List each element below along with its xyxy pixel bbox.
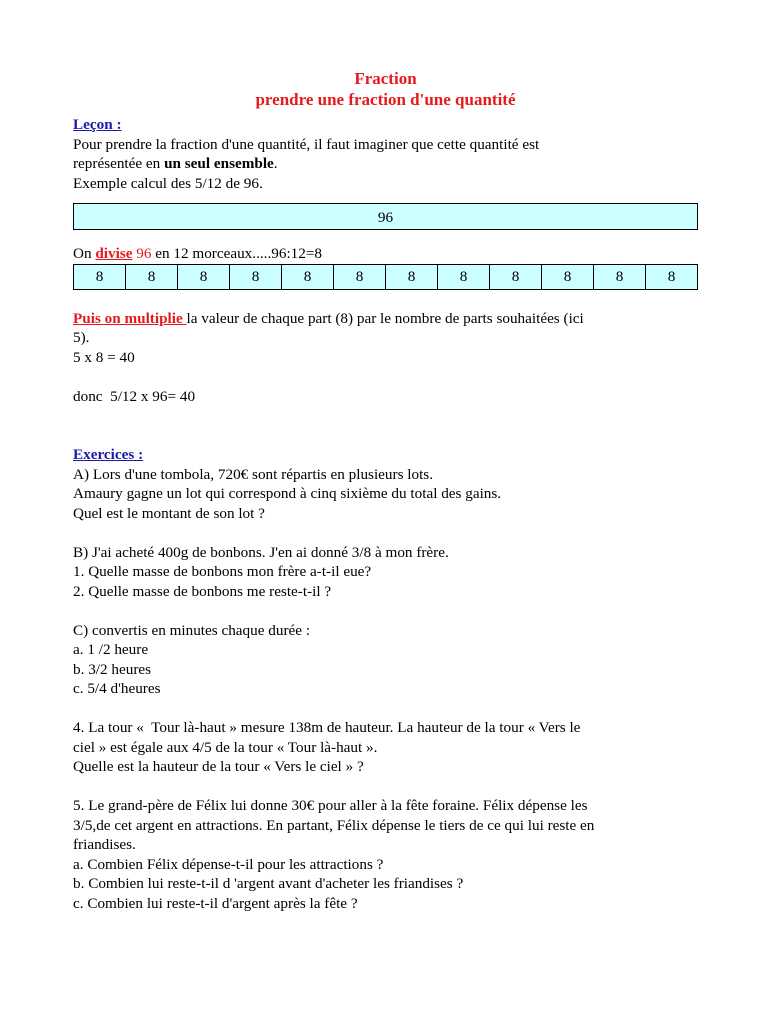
exercise-a-line: Quel est le montant de son lot ? (73, 504, 265, 522)
divise-suffix: en 12 morceaux.....96:12=8 (151, 245, 323, 262)
exercise-c-line: c. 5/4 d'heures (73, 680, 161, 697)
part-cell: 8 (489, 265, 541, 289)
part-cell: 8 (74, 265, 125, 289)
exercise-a-line: A) Lors d'une tombola, 720€ sont répartis en plusieurs lots. (73, 465, 434, 483)
lesson-line-2-bold: un seul ensemble (164, 155, 274, 172)
total-quantity-box: 96 (73, 203, 698, 230)
divise-word: divise (95, 245, 133, 262)
lesson-heading-text: Leçon : (73, 116, 122, 133)
part-cell: 8 (125, 265, 177, 289)
exercise-b-line: 1. Quelle masse de bonbons mon frère a-t-il eue? (73, 563, 372, 580)
part-cell: 8 (437, 265, 489, 289)
exercise-4-line: 4. La tour « Tour là-haut » mesure 138m de hauteur. La hauteur de la tour « Vers le (73, 719, 581, 736)
exercise-5-line: c. Combien lui reste-t-il d'argent après la fête ? (73, 894, 358, 912)
exercise-b-line: B) J'ai acheté 400g de bonbons. J'en ai donné 3/8 à mon frère. (73, 543, 449, 561)
part-cell: 8 (593, 265, 645, 289)
exercise-c-line: a. 1 /2 heure (73, 641, 149, 658)
lesson-line-2-prefix: représentée en (73, 155, 165, 172)
divise-number: 96 (132, 245, 152, 262)
part-cell: 8 (385, 265, 437, 289)
lesson-line-2 (73, 154, 698, 174)
document-page (73, 68, 698, 913)
part-cell: 8 (229, 265, 281, 289)
page-subtitle: prendre une fraction d'une quantité (255, 90, 516, 109)
exercises-heading-text: Exercices : (73, 446, 144, 463)
divise-line (73, 244, 698, 264)
calc-line-2: donc 5/12 x 96= 40 (73, 387, 196, 405)
multiply-line-2: 5). (73, 329, 90, 346)
exercise-c-line: b. 3/2 heures (73, 660, 152, 678)
exercise-5-line: b. Combien lui reste-t-il d 'argent avant d'acheter les friandises ? (73, 875, 464, 892)
exercise-4-line: ciel » est égale aux 4/5 de la tour « Tour là-haut ». (73, 738, 378, 756)
exercises-heading (73, 445, 698, 465)
part-cell: 8 (333, 265, 385, 289)
lesson-line-2-suffix: . (273, 155, 278, 172)
divise-prefix: On (73, 245, 96, 262)
exercise-5-line: 5. Le grand-père de Félix lui donne 30€ pour aller à la fête foraine. Félix dépense les (73, 797, 588, 814)
exercise-b-line: 2. Quelle masse de bonbons me reste-t-il ? (73, 582, 332, 600)
part-cell: 8 (177, 265, 229, 289)
lesson-line-3: Exemple calcul des 5/12 de 96. (73, 174, 263, 192)
exercise-5-line: friandises. (73, 836, 136, 853)
multiply-line (73, 309, 698, 329)
multiply-rest: la valeur de chaque part (8) par le nombre de parts souhaitées (ici (186, 309, 584, 327)
exercise-c-line: C) convertis en minutes chaque durée : (73, 621, 311, 639)
part-cell: 8 (281, 265, 333, 289)
exercise-a-line: Amaury gagne un lot qui correspond à cinq sixième du total des gains. (73, 485, 502, 502)
parts-row (73, 264, 698, 290)
exercise-5-line: 3/5,de cet argent en attractions. En partant, Félix dépense le tiers de ce qui lui reste en (73, 816, 595, 834)
lesson-heading (73, 115, 698, 135)
lesson-line-1: Pour prendre la fraction d'une quantité, il faut imaginer que cette quantité est (73, 135, 540, 153)
part-cell: 8 (541, 265, 593, 289)
part-cell: 8 (645, 265, 697, 289)
calc-line-1: 5 x 8 = 40 (73, 348, 135, 366)
multiply-word: Puis on multiplie (73, 309, 187, 327)
exercise-5-line: a. Combien Félix dépense-t-il pour les attractions ? (73, 855, 384, 873)
exercise-4-line: Quelle est la hauteur de la tour « Vers le ciel » ? (73, 758, 364, 775)
page-title: Fraction (354, 69, 417, 88)
